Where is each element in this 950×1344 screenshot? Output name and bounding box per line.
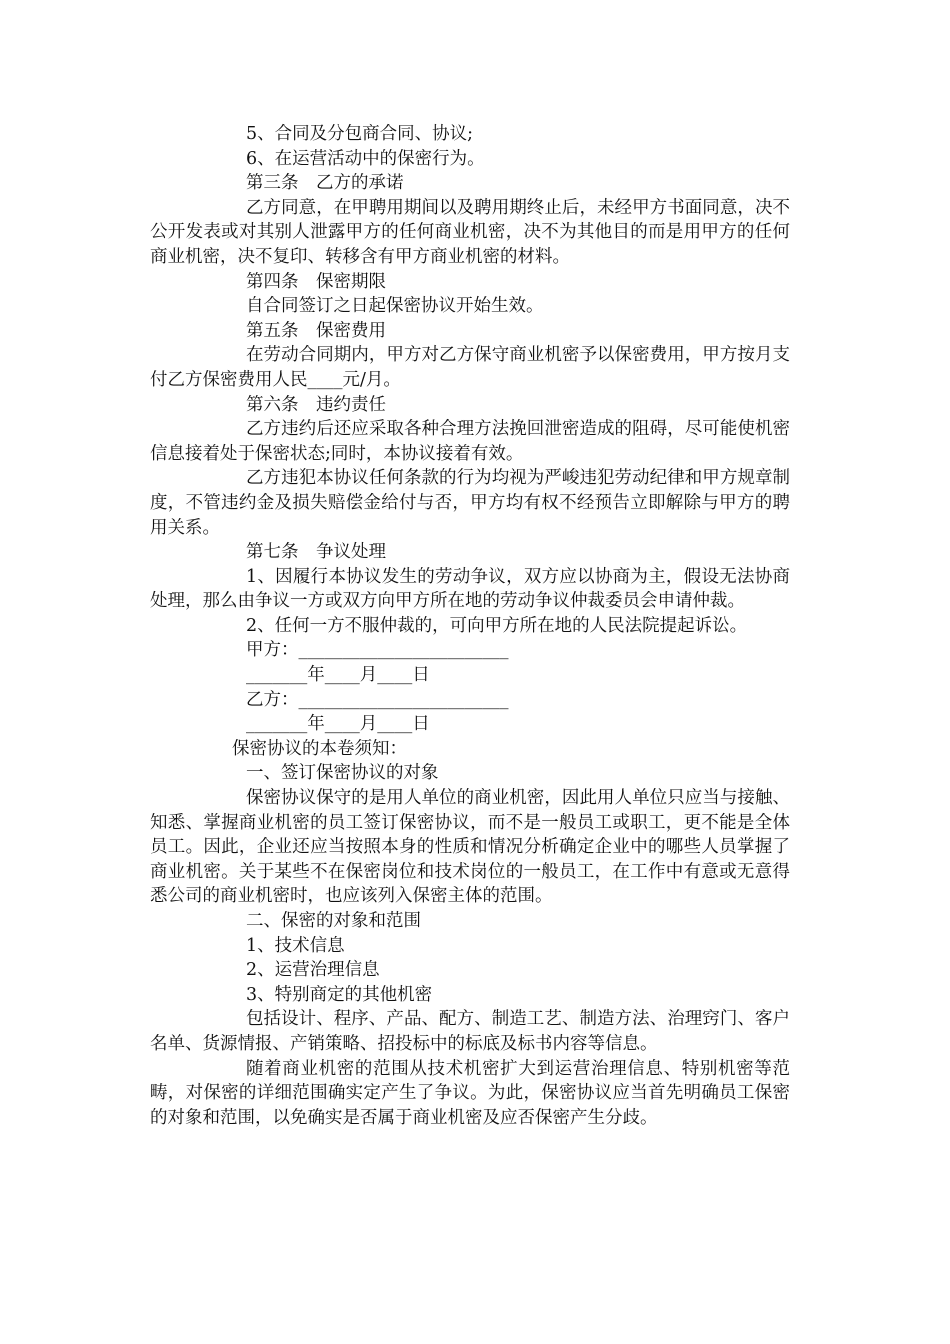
paragraph: 乙方同意，在甲聘用期间以及聘用期终止后，未经甲方书面同意，决不公开发表或对其别人泄露甲方的任何商业机密，决不为其他目的而是用甲方的任何商业机密，决不复印、转移含有甲方商业机密的材料。 bbox=[150, 197, 790, 267]
section-heading: 一、签订保密协议的对象 bbox=[246, 763, 439, 784]
article-heading: 第七条 争议处理 bbox=[246, 542, 386, 563]
party-a-date-line: _______年____月____日 bbox=[246, 665, 430, 686]
list-item: 2、运营治理信息 bbox=[246, 960, 380, 981]
list-item: 6、在运营活动中的保密行为。 bbox=[246, 148, 485, 169]
document-body bbox=[150, 122, 790, 1130]
article-heading: 第三条 乙方的承诺 bbox=[246, 173, 404, 194]
article-heading: 第六条 违约责任 bbox=[246, 394, 386, 415]
article-heading: 第四条 保密期限 bbox=[246, 271, 386, 292]
paragraph: 自合同签订之日起保密协议开始生效。 bbox=[246, 296, 544, 317]
paragraph: 2、任何一方不服仲裁的，可向甲方所在地的人民法院提起诉讼。 bbox=[246, 615, 748, 636]
section-heading: 二、保密的对象和范围 bbox=[246, 911, 421, 931]
paragraph: 在劳动合同期内，甲方对乙方保守商业机密予以保密费用，甲方按月支付乙方保密费用人民____元/月。 bbox=[150, 345, 790, 390]
list-item: 5、合同及分包商合同、协议; bbox=[246, 124, 474, 144]
paragraph: 保密协议保守的是用人单位的商业机密，因此用人单位只应当与接触、知悉、掌握商业机密的员工签订保密协议，而不是一般员工或职工，更不能是全体员工。因此，企业还应当按照本身的性质和情况分析确定企业中的哪些人员掌握了商业机密。关于某些不在保密岗位和技术岗位的一般员工，在工作中有意或无意得悉公司的商业机密时，也应该列入保密主体的范围。 bbox=[150, 788, 790, 907]
party-b-date-line: _______年____月____日 bbox=[246, 714, 430, 735]
party-a-signature-line: 甲方：________________________ bbox=[246, 640, 509, 661]
paragraph: 随着商业机密的范围从技术机密扩大到运营治理信息、特别机密等范畴，对保密的详细范围确实定产生了争议。为此，保密协议应当首先明确员工保密的对象和范围，以免确实是否属于商业机密及应否保密产生分歧。 bbox=[150, 1058, 790, 1128]
party-b-signature-line: 乙方：________________________ bbox=[246, 689, 509, 710]
paragraph: 乙方违约后还应采取各种合理方法挽回泄密造成的阻碍，尽可能使机密信息接着处于保密状态;同时，本协议接着有效。 bbox=[150, 419, 790, 464]
list-item: 1、技术信息 bbox=[246, 935, 345, 956]
list-item: 3、特别商定的其他机密 bbox=[246, 984, 433, 1005]
paragraph: 包括设计、程序、产品、配方、制造工艺、制造方法、治理窍门、客户名单、货源情报、产销策略、招投标中的标底及标书内容等信息。 bbox=[150, 1009, 790, 1054]
article-heading: 第五条 保密费用 bbox=[246, 320, 386, 341]
section-title: 保密协议的本卷须知： bbox=[232, 738, 407, 759]
paragraph: 乙方违犯本协议任何条款的行为均视为严峻违犯劳动纪律和甲方规章制度，不管违约金及损失赔偿金给付与否，甲方均有权不经预告立即解除与甲方的聘用关系。 bbox=[150, 468, 790, 538]
paragraph: 1、因履行本协议发生的劳动争议，双方应以协商为主，假设无法协商处理，那么由争议一方或双方向甲方所在地的劳动争议仲裁委员会申请仲裁。 bbox=[150, 566, 790, 612]
